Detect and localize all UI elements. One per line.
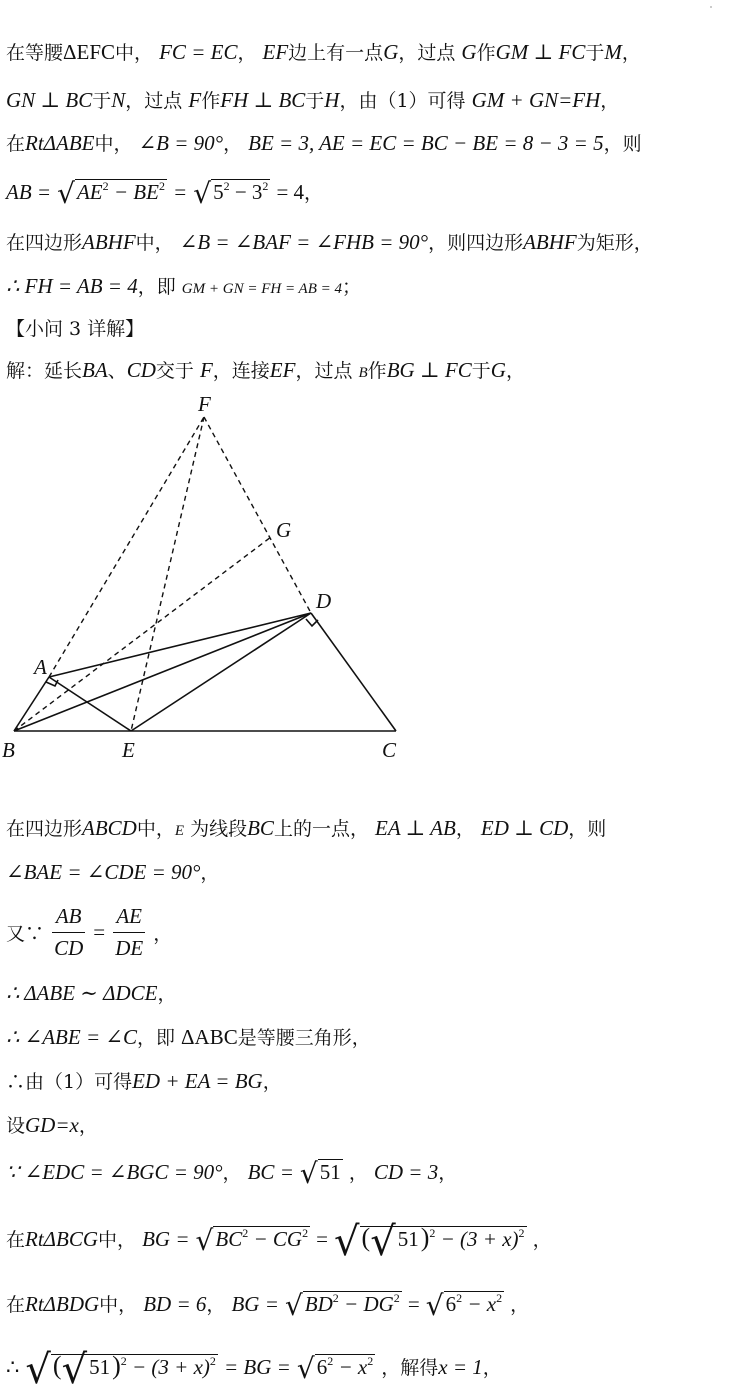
label-G: G xyxy=(276,518,292,542)
label-C: C xyxy=(382,738,397,762)
geometry-figure xyxy=(0,385,420,770)
text-line-5: 在四边形ABHF中， ∠B = ∠BAF = ∠FHB = 90°，则四边形ABHF为矩形， xyxy=(6,230,653,254)
label-E: E xyxy=(122,738,135,762)
dashed-FE xyxy=(131,417,204,731)
segment-BD xyxy=(14,613,311,731)
text-line-16: ∵ ∠EDC = ∠BGC = 90°， BC = √51 ， CD = 3， xyxy=(6,1157,458,1190)
dashed-BG xyxy=(14,537,271,731)
text-line-3: 在RtΔABE中， ∠B = 90°， BE = 3, AE = EC = BC − BE = 8 − 3 = 5，则 xyxy=(6,131,642,155)
label-A: A xyxy=(34,655,47,679)
segment-AD xyxy=(49,613,311,677)
text-line-15: 设GD=x， xyxy=(6,1113,98,1137)
text-line-19: ∴ $√(√51)^2 - (3 + x)^2$ = BG = $√6^2 - x^2$ ，解得x = 1， xyxy=(6,1347,502,1393)
label-B: B xyxy=(2,738,15,762)
text-line-4: AB = $√AE^2 - BE^2 = √5^2 - 3^2 = 4$， xyxy=(6,177,324,210)
text-line-10: ∠BAE = ∠CDE = 90°， xyxy=(6,860,220,884)
segment-AE xyxy=(49,677,131,731)
text-line-9: 在四边形ABCD中，E 为线段BC上的一点， EA ⊥ AB， ED ⊥ CD，则 xyxy=(6,816,607,840)
text-line-13: ∴ ∠ABE = ∠C，即 ΔABC是等腰三角形， xyxy=(6,1025,371,1049)
text-line-17: 在RtΔBCG中， BG = $√BC^2 - CG^2 = √(√51)^2 - (3 + x)^2$ ， xyxy=(6,1219,552,1265)
speck xyxy=(710,6,712,8)
text-line-14: ∴由（1）可得ED + EA = BG， xyxy=(6,1069,282,1093)
section-heading: 【小问 3 详解】 xyxy=(6,318,145,340)
text-line-8: 解：延长BA、CD交于 F，连接EF，过点 B作BG ⊥ FC于G， xyxy=(6,358,525,382)
text-line-12: ∴ ΔABE ∼ ΔDCE， xyxy=(6,981,177,1005)
text-line-2: GN ⊥ BC于N，过点 F作FH ⊥ BC于H，由（1）可得 GM + GN=FH， xyxy=(6,88,620,112)
label-F: F xyxy=(198,392,211,416)
label-D: D xyxy=(316,589,332,613)
segment-BA xyxy=(14,677,49,731)
text-line-11: 又∵ $\frac{AB}{CD}$ = $\frac{AE}{DE}$ ， xyxy=(6,904,173,960)
text-line-18: 在RtΔBDG中， BD = 6， BG = $√BD^2 - DG^2 = √6^2 - x^2$ ， xyxy=(6,1289,530,1322)
dashed-AF xyxy=(49,417,204,677)
segment-ED xyxy=(131,613,311,731)
text-line-6: ∴ FH = AB = 4，即 GM + GN = FH = AB = 4； xyxy=(6,274,362,298)
dashed-FD xyxy=(204,417,311,613)
text-line-1: 在等腰ΔEFC中， FC = EC， EF边上有一点G，过点 G作GM ⊥ FC于M， xyxy=(6,40,641,64)
segment-DC xyxy=(311,613,396,731)
